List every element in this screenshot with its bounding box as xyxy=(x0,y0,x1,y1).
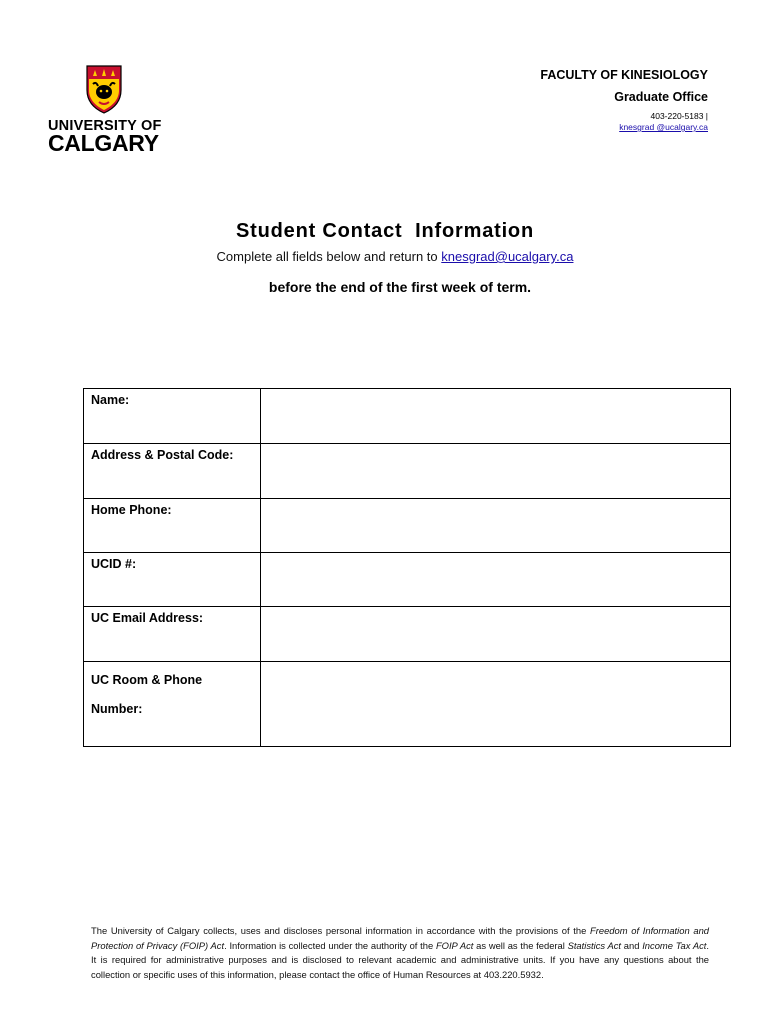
room-phone-label-line1: UC Room & Phone xyxy=(91,673,203,687)
office-email-link[interactable]: knesgrad @ucalgary.ca xyxy=(619,122,708,132)
contact-form-table xyxy=(83,388,731,747)
ucid-field[interactable] xyxy=(261,553,731,607)
deadline-note: before the end of the first week of term. xyxy=(268,279,532,295)
faculty-name: FACULTY OF KINESIOLOGY xyxy=(540,68,708,82)
privacy-act-3: Statistics Act xyxy=(567,939,622,951)
privacy-act-4: Income Tax Act xyxy=(642,939,707,951)
privacy-text-5: . It is required for administrative purposes and is disclosed to relevant academic and administrative units. If you have any questions about the collection or specific uses of this information, please contact the office of Human Resources at 403.220.5932. xyxy=(91,939,710,980)
form-row-ucid xyxy=(84,553,731,607)
office-name: Graduate Office xyxy=(614,90,708,104)
university-crest-icon xyxy=(85,64,123,114)
privacy-text-3: as well as the federal xyxy=(473,939,568,951)
ucid-label: UCID #: xyxy=(84,553,261,607)
email-label: UC Email Address: xyxy=(84,607,261,662)
room-phone-label-line2: Number: xyxy=(91,702,143,716)
form-row-name xyxy=(84,389,731,444)
privacy-act-2: FOIP Act xyxy=(435,939,474,951)
email-field[interactable] xyxy=(261,607,731,662)
address-field[interactable] xyxy=(261,444,731,499)
instructions-text: Complete all fields below and return to xyxy=(216,249,442,264)
room-phone-label xyxy=(84,662,261,747)
room-phone-field[interactable] xyxy=(261,662,731,747)
privacy-text-2: . Information is collected under the authority of the xyxy=(224,939,436,951)
privacy-text-4: and xyxy=(621,939,643,951)
form-row-address xyxy=(84,444,731,499)
privacy-text-1: The University of Calgary collects, uses and discloses personal information in accordance with the provisions of the xyxy=(91,925,591,936)
address-label: Address & Postal Code: xyxy=(84,444,261,499)
office-phone: 403-220-5183 | xyxy=(650,111,708,121)
privacy-notice xyxy=(91,924,709,982)
logo-text-university-of: UNIVERSITY OF xyxy=(48,118,162,134)
form-row-room-phone xyxy=(84,662,731,747)
home-phone-field[interactable] xyxy=(261,499,731,553)
name-field[interactable] xyxy=(261,389,731,444)
logo-text-calgary: CALGARY xyxy=(48,130,159,156)
form-row-home-phone xyxy=(84,499,731,553)
faculty-header xyxy=(540,67,708,133)
return-email-link[interactable]: knesgrad@ucalgary.ca xyxy=(441,249,574,264)
form-row-email xyxy=(84,607,731,662)
home-phone-label: Home Phone: xyxy=(84,499,261,553)
instructions xyxy=(0,249,770,264)
name-label: Name: xyxy=(84,389,261,444)
page-title: Student Contact Information xyxy=(236,220,534,242)
privacy-act-1: Freedom of Information and Protection of Privacy (FOIP) Act xyxy=(91,925,709,951)
